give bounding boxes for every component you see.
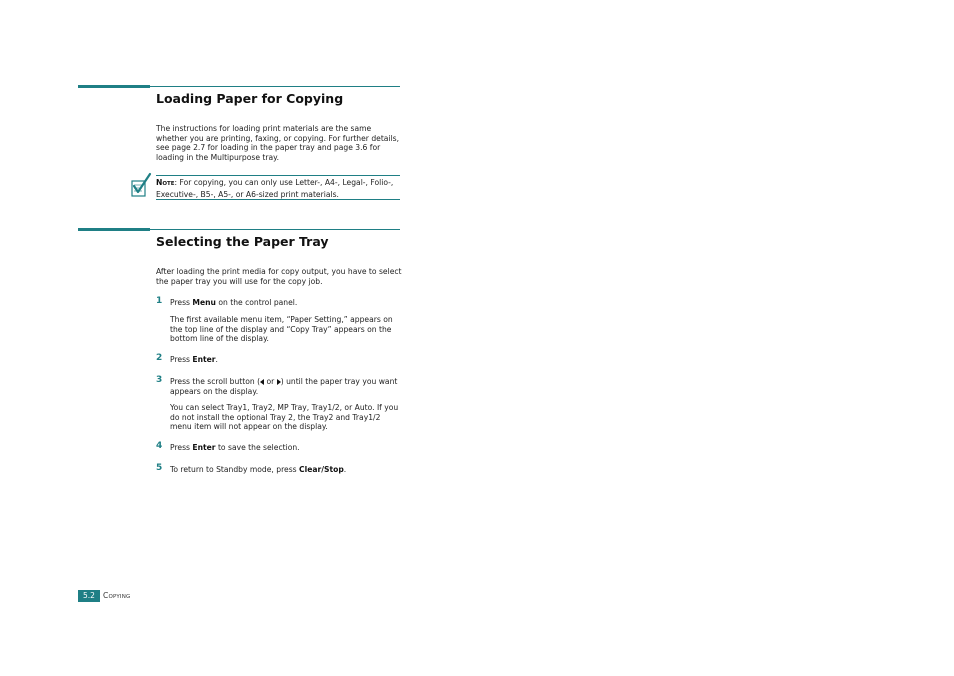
step-detail: The first available menu item, “Paper Setting,” appears on the top line of the display and “Copy Tray” appears on the bottom line of the display. bbox=[170, 315, 393, 344]
step-number: 4 bbox=[156, 441, 163, 451]
section-rule-accent bbox=[78, 228, 150, 231]
chapter-label bbox=[103, 590, 131, 603]
step-keyword: Enter bbox=[192, 443, 216, 452]
step-text bbox=[170, 465, 402, 475]
note-text bbox=[156, 178, 396, 199]
step-number: 5 bbox=[156, 463, 163, 473]
section-paragraph-loading-paper: The instructions for loading print materials are the same whether you are printing, faxing, or copying. For further details, see page 2.7 for loading in the paper tray and page 3.6 for loading in the Multipurpose tray. bbox=[156, 124, 400, 162]
step-text bbox=[170, 377, 402, 396]
step-text-part: . bbox=[215, 355, 218, 364]
step-text-part: Press bbox=[170, 298, 193, 307]
section-title-selecting-tray: Selecting the Paper Tray bbox=[156, 234, 329, 249]
step-text bbox=[170, 443, 402, 453]
note-check-icon bbox=[128, 172, 152, 198]
note-label-rest: OTE bbox=[162, 181, 175, 187]
note-top-rule bbox=[156, 175, 400, 176]
step-text-part: on the control panel. bbox=[215, 298, 298, 307]
section-rule-line bbox=[150, 86, 400, 87]
step-keyword: Menu bbox=[192, 298, 216, 307]
step-text-part: to save the selection. bbox=[215, 443, 300, 452]
step-number: 1 bbox=[156, 296, 163, 306]
section-rule-accent bbox=[78, 85, 150, 88]
step-detail: You can select Tray1, Tray2, MP Tray, Tray1/2, or Auto. If you do not install the optional Tray 2, the Tray2 and Tray1/2 menu item will not appear on the display. bbox=[170, 403, 399, 432]
step-text bbox=[170, 355, 402, 365]
step-number: 2 bbox=[156, 353, 163, 363]
section-paragraph-selecting-tray: After loading the print media for copy output, you have to select the paper tray you will use for the copy job. bbox=[156, 267, 402, 286]
note-body: : For copying, you can only use Letter-, A4-, Legal-, Folio-, Executive-, B5-, A5-, or A6-sized print materials. bbox=[156, 178, 394, 199]
step-text-part: . bbox=[343, 465, 347, 474]
step-text-part: ) until the paper tray you want appears on the display. bbox=[170, 377, 398, 396]
step-text-part: Press the scroll button ( bbox=[170, 377, 261, 386]
step-text-part: Press bbox=[170, 443, 193, 452]
chapter-label-first: C bbox=[103, 591, 109, 600]
page-number-badge: 5.2 bbox=[78, 590, 100, 602]
note-bottom-rule bbox=[156, 199, 400, 200]
step-text-part: To return to Standby mode, press bbox=[170, 465, 300, 474]
note-label-first: N bbox=[156, 178, 163, 187]
step-number: 3 bbox=[156, 375, 163, 385]
step-text-part: Press bbox=[170, 355, 193, 364]
step-text bbox=[170, 298, 402, 308]
section-title-loading-paper: Loading Paper for Copying bbox=[156, 91, 344, 106]
step-text-part: or bbox=[264, 377, 277, 386]
chapter-label-rest: OPYING bbox=[108, 594, 131, 600]
section-rule-line bbox=[150, 229, 400, 230]
step-keyword: Enter bbox=[192, 355, 216, 364]
step-keyword: Clear/Stop bbox=[299, 465, 344, 474]
